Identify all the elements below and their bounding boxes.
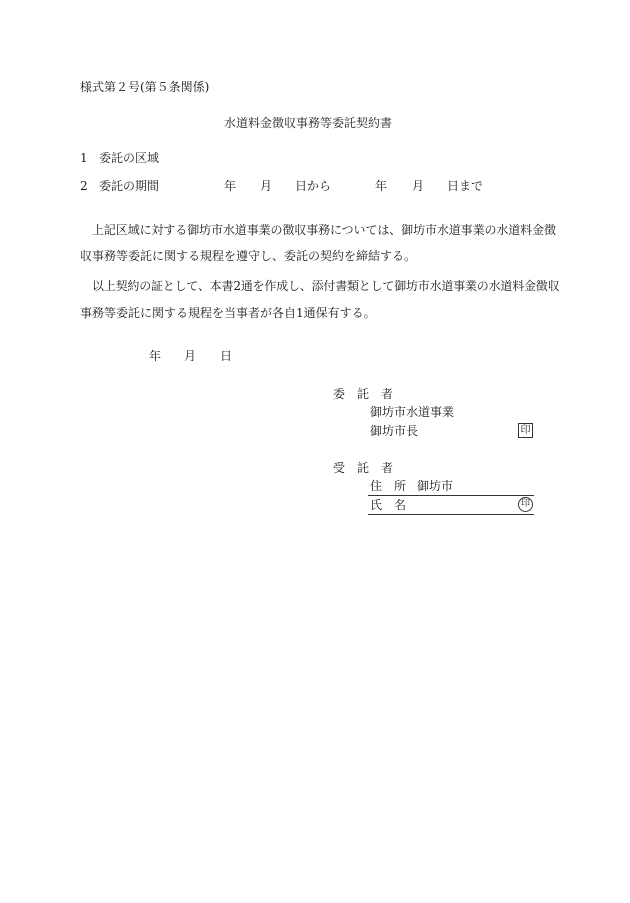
- form-number: 様式第２号(第５条関係): [80, 80, 210, 94]
- item-number-2: 2: [80, 179, 88, 193]
- paragraph-2-line-1: 以上契約の証として、本書2通を作成し、添付書類として御坊市水道事業の水道料金徴収: [92, 279, 560, 293]
- contractor-address-value: 御坊市: [417, 479, 454, 493]
- contractor-seal: 印: [518, 497, 533, 512]
- consignor-seal: 印: [518, 423, 533, 438]
- document-title: 水道料金徴収事務等委託契約書: [224, 116, 393, 130]
- date-year: 年: [149, 349, 162, 363]
- date-day: 日: [220, 349, 233, 363]
- paragraph-2-line-2: 事務等委託に関する規程を当事者が各自1通保有する。: [80, 306, 376, 320]
- name-underline: [368, 514, 534, 515]
- item-number-1: 1: [80, 151, 88, 165]
- contractor-heading: 受 託 者: [333, 461, 394, 475]
- contractor-address-label: 住 所: [370, 479, 407, 493]
- period-start-day: 日から: [295, 179, 332, 193]
- period-end-month: 月: [412, 179, 425, 193]
- period-start-year: 年: [224, 179, 237, 193]
- consignor-heading: 委 託 者: [333, 387, 394, 401]
- period-end-year: 年: [375, 179, 388, 193]
- paragraph-1-line-2: 収事務等委託に関する規程を遵守し、委託の契約を締結する。: [80, 249, 417, 263]
- item-label-area: 委託の区域: [99, 151, 160, 165]
- date-month: 月: [184, 349, 197, 363]
- consignor-organization: 御坊市水道事業: [370, 405, 455, 419]
- item-label-period: 委託の期間: [99, 179, 160, 193]
- paragraph-1-line-1: 上記区域に対する御坊市水道事業の徴収事務については、御坊市水道事業の水道料金徴: [92, 223, 556, 237]
- consignor-representative: 御坊市長: [370, 424, 419, 438]
- address-underline: [368, 495, 534, 496]
- period-end-day: 日まで: [447, 179, 484, 193]
- period-start-month: 月: [260, 179, 273, 193]
- contractor-name-label: 氏 名: [370, 498, 407, 512]
